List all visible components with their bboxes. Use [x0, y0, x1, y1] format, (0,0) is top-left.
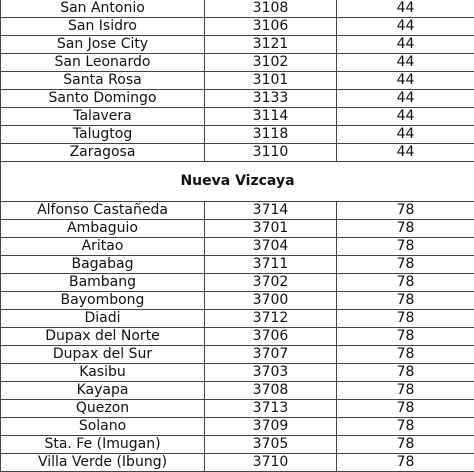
zip-code-cell: 3110	[205, 144, 337, 162]
zip-code-cell: 3710	[205, 454, 337, 472]
municipality-cell: San Antonio	[1, 0, 205, 18]
section-nueva-vizcaya-body	[1, 162, 474, 472]
area-code-cell: 78	[337, 454, 474, 472]
area-code-cell: 44	[337, 72, 474, 90]
municipality-cell: Kasibu	[1, 364, 205, 382]
table-row	[1, 144, 474, 162]
municipality-cell: Quezon	[1, 400, 205, 418]
table-row	[1, 90, 474, 108]
zip-code-cell: 3704	[205, 238, 337, 256]
zip-code-cell: 3700	[205, 292, 337, 310]
area-code-cell: 78	[337, 238, 474, 256]
municipality-cell: Santo Domingo	[1, 90, 205, 108]
zip-code-cell: 3707	[205, 346, 337, 364]
area-code-cell: 78	[337, 346, 474, 364]
table-row	[1, 238, 474, 256]
table-row	[1, 292, 474, 310]
municipality-cell: Dupax del Sur	[1, 346, 205, 364]
table-row	[1, 256, 474, 274]
area-code-cell: 44	[337, 90, 474, 108]
area-code-cell: 44	[337, 108, 474, 126]
municipality-cell: Ambaguio	[1, 220, 205, 238]
table-row	[1, 274, 474, 292]
zip-code-cell: 3702	[205, 274, 337, 292]
province-heading-row	[1, 162, 474, 202]
area-code-cell: 78	[337, 220, 474, 238]
municipality-cell: Diadi	[1, 310, 205, 328]
table-row	[1, 202, 474, 220]
municipality-cell: Sta. Fe (Imugan)	[1, 436, 205, 454]
area-code-cell: 44	[337, 144, 474, 162]
municipality-cell: Villa Verde (Ibung)	[1, 454, 205, 472]
table-row	[1, 328, 474, 346]
zip-code-cell: 3701	[205, 220, 337, 238]
zip-code-cell: 3114	[205, 108, 337, 126]
area-code-cell: 78	[337, 202, 474, 220]
zip-code-cell: 3709	[205, 418, 337, 436]
table-row	[1, 36, 474, 54]
zip-code-cell: 3121	[205, 36, 337, 54]
zip-code-cell: 3106	[205, 18, 337, 36]
zip-code-cell: 3102	[205, 54, 337, 72]
area-code-cell: 78	[337, 382, 474, 400]
municipality-cell: San Isidro	[1, 18, 205, 36]
table-row	[1, 364, 474, 382]
zip-code-cell: 3101	[205, 72, 337, 90]
area-code-cell: 44	[337, 126, 474, 144]
table-row	[1, 454, 474, 472]
table-row	[1, 126, 474, 144]
municipality-cell: Aritao	[1, 238, 205, 256]
table-row	[1, 382, 474, 400]
area-code-cell: 44	[337, 18, 474, 36]
area-code-cell: 78	[337, 364, 474, 382]
area-code-cell: 44	[337, 0, 474, 18]
table-row	[1, 108, 474, 126]
table-row	[1, 54, 474, 72]
zip-code-cell: 3708	[205, 382, 337, 400]
municipality-cell: Talugtog	[1, 126, 205, 144]
zip-code-cell: 3705	[205, 436, 337, 454]
municipality-cell: Solano	[1, 418, 205, 436]
table-row	[1, 18, 474, 36]
municipality-cell: San Jose City	[1, 36, 205, 54]
area-code-cell: 78	[337, 310, 474, 328]
municipality-cell: Santa Rosa	[1, 72, 205, 90]
municipality-cell: Bayombong	[1, 292, 205, 310]
zip-code-cell: 3703	[205, 364, 337, 382]
area-code-cell: 44	[337, 54, 474, 72]
table-row	[1, 220, 474, 238]
municipality-cell: Kayapa	[1, 382, 205, 400]
municipality-cell: Bagabag	[1, 256, 205, 274]
zip-code-cell: 3108	[205, 0, 337, 18]
area-code-cell: 78	[337, 256, 474, 274]
area-code-cell: 44	[337, 36, 474, 54]
area-code-cell: 78	[337, 292, 474, 310]
municipality-cell: Talavera	[1, 108, 205, 126]
zip-code-cell: 3711	[205, 256, 337, 274]
table-row	[1, 310, 474, 328]
table-row	[1, 346, 474, 364]
area-code-cell: 78	[337, 418, 474, 436]
area-code-cell: 78	[337, 274, 474, 292]
zip-code-cell: 3133	[205, 90, 337, 108]
municipality-cell: Zaragosa	[1, 144, 205, 162]
zip-code-cell: 3714	[205, 202, 337, 220]
table-row	[1, 400, 474, 418]
municipality-cell: Dupax del Norte	[1, 328, 205, 346]
zip-code-cell: 3706	[205, 328, 337, 346]
zip-code-cell: 3712	[205, 310, 337, 328]
table-row	[1, 418, 474, 436]
zip-code-cell: 3118	[205, 126, 337, 144]
municipality-cell: San Leonardo	[1, 54, 205, 72]
section-top-body	[1, 0, 474, 162]
table-row	[1, 72, 474, 90]
province-heading: Nueva Vizcaya	[1, 162, 474, 202]
zip-code-cell: 3713	[205, 400, 337, 418]
municipality-cell: Alfonso Castañeda	[1, 202, 205, 220]
table-row	[1, 436, 474, 454]
municipality-cell: Bambang	[1, 274, 205, 292]
area-code-cell: 78	[337, 436, 474, 454]
area-code-cell: 78	[337, 400, 474, 418]
table-row	[1, 0, 474, 18]
area-code-cell: 78	[337, 328, 474, 346]
